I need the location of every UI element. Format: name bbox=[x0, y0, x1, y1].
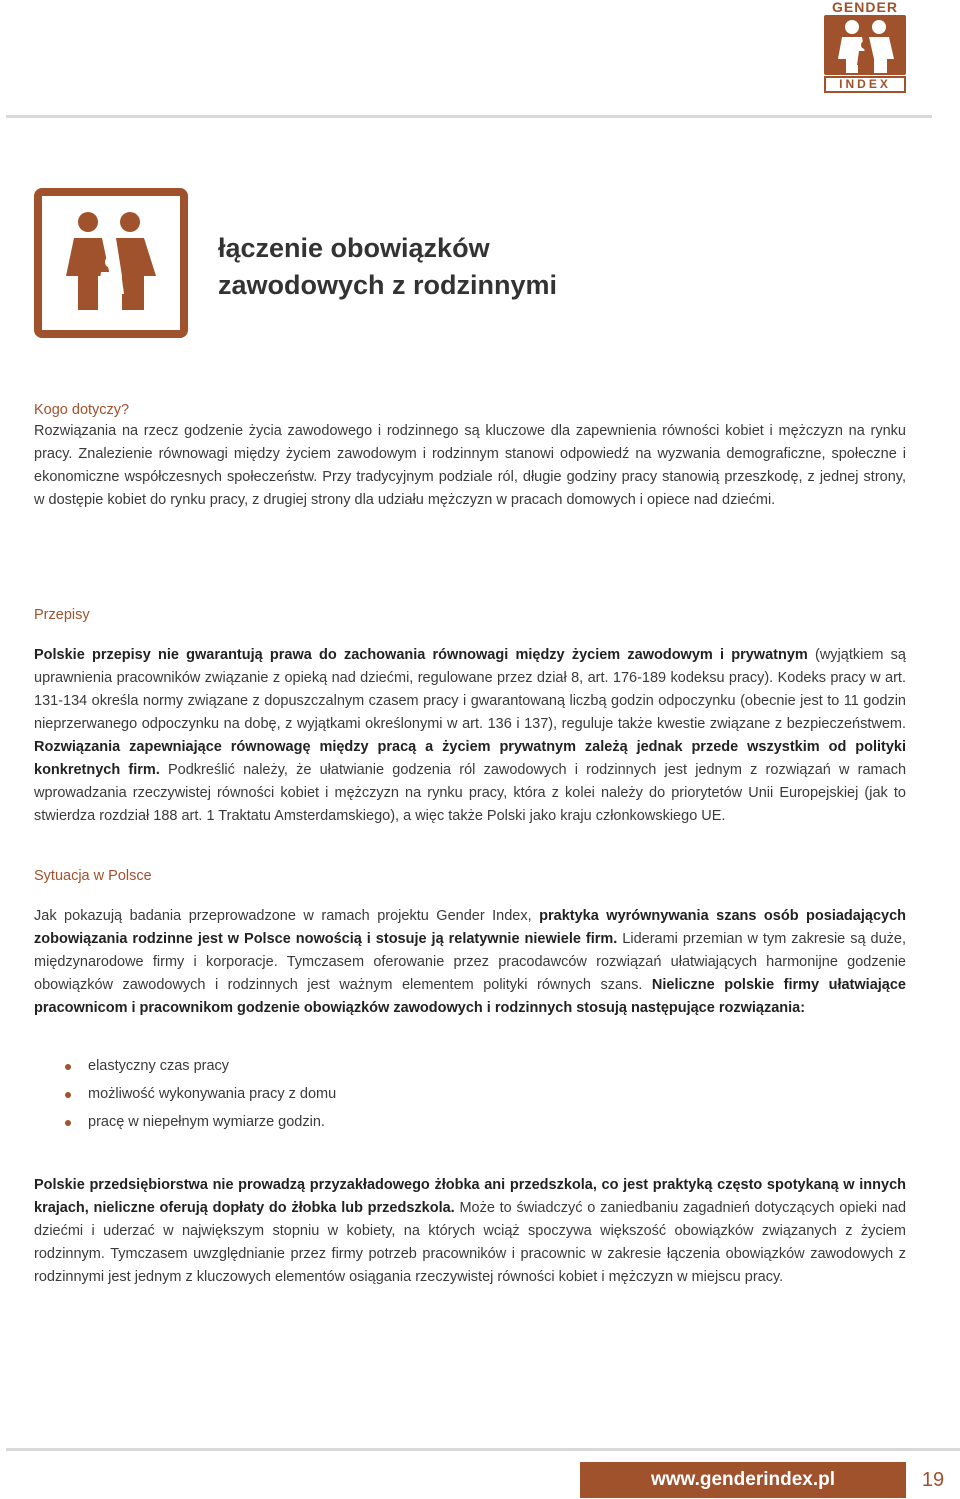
sytuacja-bold-2: Nieliczne polskie firmy ułatwiające pracownicom i pracownikom godzenie obowiązków zawodowych i rodzinnych stosują następujące rozwiązania: bbox=[34, 977, 906, 1016]
list-item: elastyczny czas pracy bbox=[34, 1052, 906, 1080]
page-title-line2: zawodowych z rodzinnymi bbox=[218, 270, 558, 300]
page-number: 19 bbox=[921, 1469, 945, 1491]
zlobki-text: Może to świadczyć o zaniedbaniu zagadnień dotyczących opieki nad dziećmi i uderzać w największym stopniu w kobiety, na których wciąż spoczywa większość obowiązków związanych z życiem rodzinnym. Tymczasem uwzględnianie przez firmy potrzeb pracowników i pracownic w zakresie łączenia obowiązków zawodowych z rodzinnymi jest jednym z kluczowych elementów osiągania rzeczywistej równości kobiet i mężczyzn w miejscu pracy. bbox=[34, 1200, 907, 1285]
sytuacja-text-1: Jak pokazują badania przeprowadzone w ramach projektu Gender Index, bbox=[34, 908, 540, 924]
zlobki-bold: Polskie przedsiębiorstwa nie prowadzą przyzakładowego żłobka ani przedszkola, co jest praktyką często spotykaną w innych krajach, nieliczne oferują dopłaty do żłobka lub przedszkola. bbox=[34, 1177, 906, 1216]
paragraph-sytuacja bbox=[34, 905, 906, 1020]
footer-url-link[interactable]: www.genderindex.pl bbox=[650, 1469, 836, 1490]
family-icon bbox=[34, 188, 188, 338]
logo-text-index: INDEX bbox=[824, 76, 906, 93]
paragraph-przepisy bbox=[34, 644, 906, 828]
heading-przepisy: Przepisy bbox=[34, 607, 90, 623]
solutions-list bbox=[34, 1052, 906, 1136]
heading-sytuacja: Sytuacja w Polsce bbox=[34, 868, 152, 884]
paragraph-kogo bbox=[34, 420, 906, 512]
logo-text-gender: GENDER bbox=[832, 0, 898, 15]
footer-divider bbox=[6, 1448, 960, 1451]
page-title-line1: łączenie obowiązków bbox=[218, 233, 490, 263]
list-item: pracę w niepełnym wymiarze godzin. bbox=[34, 1108, 906, 1136]
przepisy-text-1: (wyjątkiem są uprawnienia pracowników związanie z opieką nad dziećmi, regulowane przez dział 8, art. 176-189 kodeksu pracy). Kodeks pracy w art. 131-134 określa normy związane z dopuszczalnym czasem pracy i gwarantowaną liczbą godzin odpoczynku (obecnie jest to 11 godzin nieprzerwanego odpoczynku na dobę, z wyjątkami określonymi w art. 136 i 137), reguluje także kwestie związane z bezpieczeństwem. bbox=[34, 647, 906, 732]
przepisy-bold-1: Polskie przepisy nie gwarantują prawa do zachowania równowagi między życiem zawodowym i prywatnym bbox=[34, 647, 808, 663]
logo-family-icon bbox=[824, 15, 906, 75]
header-divider bbox=[6, 115, 932, 118]
heading-kogo: Kogo dotyczy? bbox=[34, 402, 130, 418]
paragraph-zlobki bbox=[34, 1174, 906, 1289]
sytuacja-text-2: Liderami przemian w tym zakresie są duże, międzynarodowe firmy i korporacje. Tymczasem oferowanie przez pracodawców rozwiązań ułatwiających harmonijne godzenie obowiązków zawodowych i rodzinnych jest ważnym elementem polityki równych szans. bbox=[34, 931, 906, 993]
przepisy-bold-2: Rozwiązania zapewniające równowagę między pracą a życiem prywatnym zależą jednak przede wszystkim od polityki konkretnych firm. bbox=[34, 739, 906, 778]
sytuacja-bold-1: praktyka wyrównywania szans osób posiadających zobowiązania rodzinne jest w Polsce nowością i stosuje ją relatywnie niewiele firm. bbox=[34, 908, 906, 947]
page-title bbox=[218, 230, 718, 304]
przepisy-text-2: Podkreślić należy, że ułatwianie godzenia ról zawodowych i rodzinnych jest jednym z rozwiązań w ramach wprowadzania rzeczywistej równości kobiet i mężczyzn na rynku pracy, która z kolei należy do priorytetów Unii Europejskiej (jak to stwierdza rozdział 188 art. 1 Traktatu Amsterdamskiego), a więc także Polski jako kraju członkowskiego UE. bbox=[34, 762, 907, 824]
paragraph-kogo-text: Rozwiązania na rzecz godzenie życia zawodowego i rodzinnego są kluczowe dla zapewnienia równości kobiet i mężczyzn na rynku pracy. Znalezienie równowagi między życiem zawodowym i rodzinnym stanowi odpowiedź na wyzwania demograficzne, społeczne i ekonomiczne współczesnych społeczeństw. Przy tradycyjnym podziale ról, długie godziny pracy stanowią przeszkodę, z jednej strony, w dostępie kobiet do rynku pracy, z drugiej strony dla udziału mężczyzn w pracach domowych i opiece nad dziećmi. bbox=[34, 423, 906, 508]
list-item: możliwość wykonywania pracy z domu bbox=[34, 1080, 906, 1108]
